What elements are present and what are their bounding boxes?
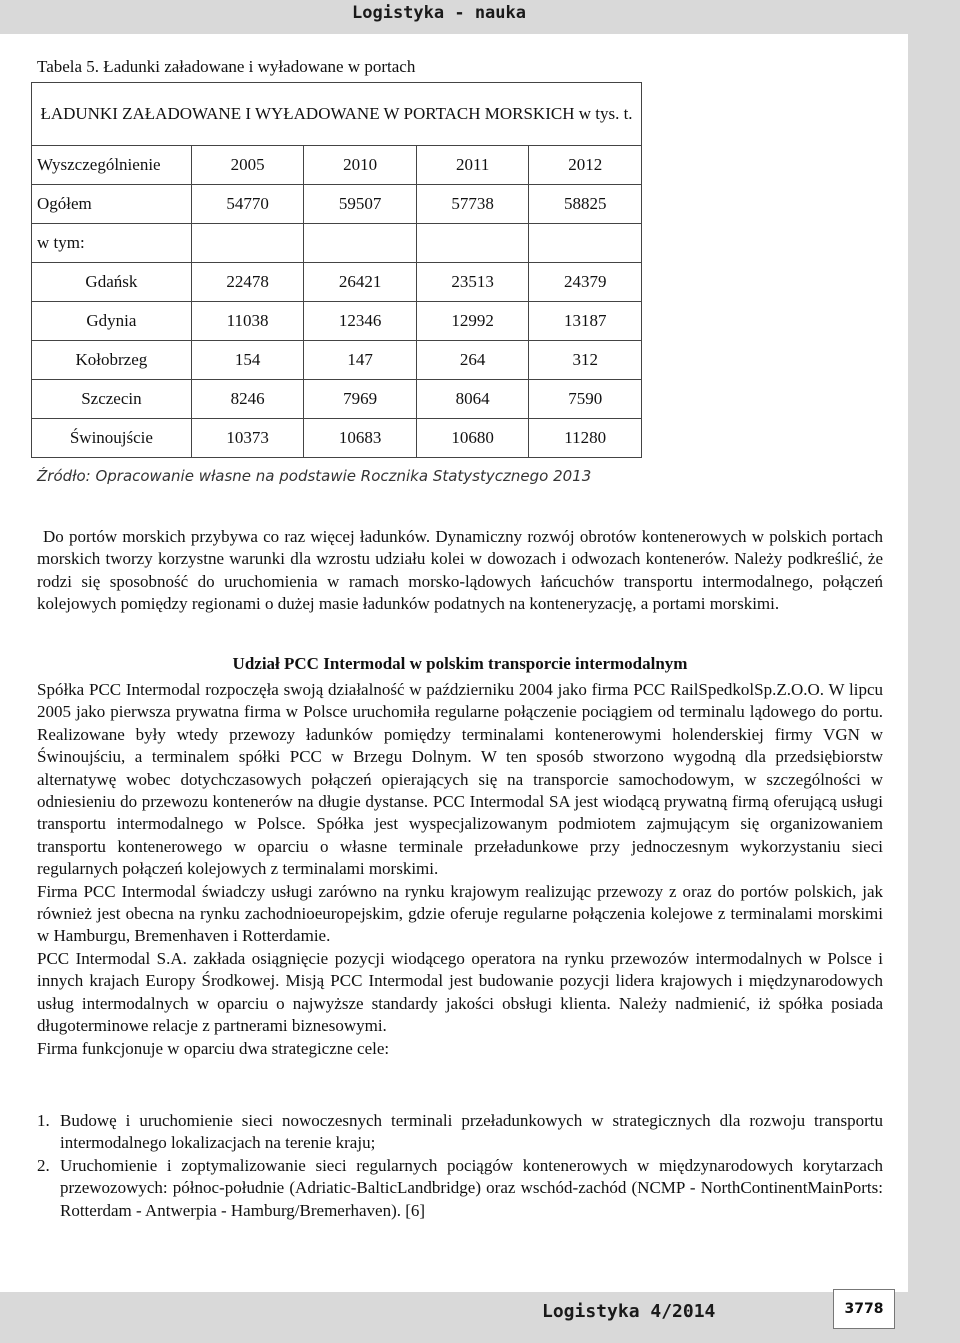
table-row bbox=[32, 341, 642, 380]
row-label: Ogółem bbox=[32, 185, 192, 224]
table-row bbox=[32, 419, 642, 458]
body-paragraph: Spółka PCC Intermodal rozpoczęła swoją działalność w październiku 2004 jako firma PCC RailSpedkolSp.Z.O.O. W lipcu 2005 jako pierwsza prywatna firma w Polsce uruchomiła regularne połączenie pociągiem od terminalu lądowego do portu. Realizowane były wtedy przewozy ładunków pomiędzy terminalami kontenerowymi holenderskiej firmy VGN w Świnoujściu, a terminalem spółki PCC w Brzegu Dolnym. W ten sposób stworzono wygodną dla przedsiębiorstw alternatywę wobec dotychczasowych połączeń opierających się na transporcie samochodowym, w szczególności w odniesieniu do przewozu kontenerów na długie dystanse. PCC Intermodal SA jest wiodącą prywatną firmą oferującą usługi transportu intermodalnego w Polsce. Spółka jest wyspecjalizowanym podmiotem zajmującym się organizowaniem transportu kontenerowego w oparciu o własne terminale przeładunkowe przy jednoczesnym wykorzystaniu sieci regularnych połączeń kolejowych z terminalami morskimi. bbox=[37, 680, 883, 879]
table-cell: 26421 bbox=[304, 263, 417, 302]
document-page bbox=[0, 34, 908, 1292]
table-cell: 10373 bbox=[191, 419, 304, 458]
ports-table bbox=[31, 82, 642, 458]
table-cell: 23513 bbox=[416, 263, 529, 302]
list-item bbox=[37, 1155, 883, 1222]
row-label: w tym: bbox=[32, 224, 192, 263]
table-row bbox=[32, 263, 642, 302]
table-cell: 22478 bbox=[191, 263, 304, 302]
journal-footer-logo: Logistyka 4/2014 bbox=[542, 1301, 716, 1322]
list-item bbox=[37, 1110, 883, 1155]
table-cell: 147 bbox=[304, 341, 417, 380]
table-cell: 7969 bbox=[304, 380, 417, 419]
table-title: ŁADUNKI ZAŁADOWANE I WYŁADOWANE W PORTACH MORSKICH w tys. t. bbox=[32, 83, 642, 146]
row-label: Gdynia bbox=[32, 302, 192, 341]
column-header: Wyszczególnienie bbox=[32, 146, 192, 185]
table-cell: 312 bbox=[529, 341, 642, 380]
table-cell: 11038 bbox=[191, 302, 304, 341]
row-label: Kołobrzeg bbox=[32, 341, 192, 380]
table-cell: 12992 bbox=[416, 302, 529, 341]
body-paragraph: Firma PCC Intermodal świadczy usługi zarówno na rynku krajowym realizując przewozy z oraz do portów polskich, jak również jest obecna na rynku zachodnioeuropejskim, gdzie oferuje regularne połączenia kolejowe z terminalami morskimi w Hamburgu, Bremenhaven i Rotterdamie. bbox=[37, 881, 883, 946]
goals-list bbox=[37, 1110, 883, 1222]
table-row bbox=[32, 380, 642, 419]
table-cell: 264 bbox=[416, 341, 529, 380]
table-header-row bbox=[32, 146, 642, 185]
table-cell: 58825 bbox=[529, 185, 642, 224]
body-paragraph: Do portów morskich przybywa co raz więcej ładunków. Dynamiczny rozwój obrotów kontenerowych w polskich portach morskich tworzy korzystne warunki dla wzrostu udziału kolei w dowozach i odwozach kontenerów. Należy podkreślić, że rodzi się sposobność do uruchomienia w ramach morsko-lądowych łańcuchów transportu intermodalnego, połączeń kolejowych pomiędzy regionami o dużej masie ładunków podatnych na konteneryzację, a portami morskimi. bbox=[37, 527, 883, 614]
table-cell: 57738 bbox=[416, 185, 529, 224]
row-label: Szczecin bbox=[32, 380, 192, 419]
journal-header bbox=[0, 0, 960, 34]
table-cell: 8064 bbox=[416, 380, 529, 419]
header-title: Logistyka - nauka bbox=[352, 3, 526, 23]
table-row-total bbox=[32, 185, 642, 224]
table-cell: 24379 bbox=[529, 263, 642, 302]
section-body bbox=[37, 679, 883, 1060]
list-number: 1. bbox=[37, 1111, 50, 1130]
row-label: Gdańsk bbox=[32, 263, 192, 302]
table-cell: 10680 bbox=[416, 419, 529, 458]
list-number: 2. bbox=[37, 1155, 50, 1175]
table-cell: 54770 bbox=[191, 185, 304, 224]
section-heading: Udział PCC Intermodal w polskim transporcie intermodalnym bbox=[232, 654, 688, 673]
table-row bbox=[32, 302, 642, 341]
table-cell: 59507 bbox=[304, 185, 417, 224]
table-cell: 10683 bbox=[304, 419, 417, 458]
table-cell: 8246 bbox=[191, 380, 304, 419]
table-source: Źródło: Opracowanie własne na podstawie Rocznika Statystycznego 2013 bbox=[37, 467, 592, 485]
table-cell: 12346 bbox=[304, 302, 417, 341]
column-header: 2010 bbox=[304, 146, 417, 185]
table-cell: 13187 bbox=[529, 302, 642, 341]
list-text: Budowę i uruchomienie sieci nowoczesnych terminali przeładunkowych w strategicznych dla rozwoju transportu intermodalnego lokalizacjach na terenie kraju; bbox=[60, 1111, 883, 1153]
column-header: 2005 bbox=[191, 146, 304, 185]
table-cell: 7590 bbox=[529, 380, 642, 419]
table-caption: Tabela 5. Ładunki załadowane i wyładowane w portach bbox=[37, 57, 416, 76]
table-cell: 11280 bbox=[529, 419, 642, 458]
row-label: Świnoujście bbox=[32, 419, 192, 458]
page-number: 3778 bbox=[833, 1289, 895, 1329]
table-cell: 154 bbox=[191, 341, 304, 380]
body-paragraph: Firma funkcjonuje w oparciu dwa strategiczne cele: bbox=[37, 1038, 390, 1058]
table-row-subheader bbox=[32, 224, 642, 263]
body-paragraph: PCC Intermodal S.A. zakłada osiągnięcie pozycji wiodącego operatora na rynku przewozów intermodalnych w Polsce i innych krajach Europy Środkowej. Misją PCC Intermodal jest budowanie pozycji lidera krajowych i międzynarodowych usług intermodalnych w oparciu o najwyższe standardy jakości obsługi klienta. Należy nadmienić, iż spółka posiada długoterminowe relacje z partnerami biznesowymi. bbox=[37, 948, 883, 1036]
column-header: 2011 bbox=[416, 146, 529, 185]
column-header: 2012 bbox=[529, 146, 642, 185]
list-text: Uruchomienie i zoptymalizowanie sieci regularnych pociągów kontenerowych w międzynarodowych korytarzach przewozowych: północ-południe (Adriatic-BalticLandbridge) oraz wschód-zachód (NCMP - NorthContinentMainPorts: Rotterdam - Antwerpia - Hamburg/Bremerhaven). [6] bbox=[60, 1155, 883, 1220]
